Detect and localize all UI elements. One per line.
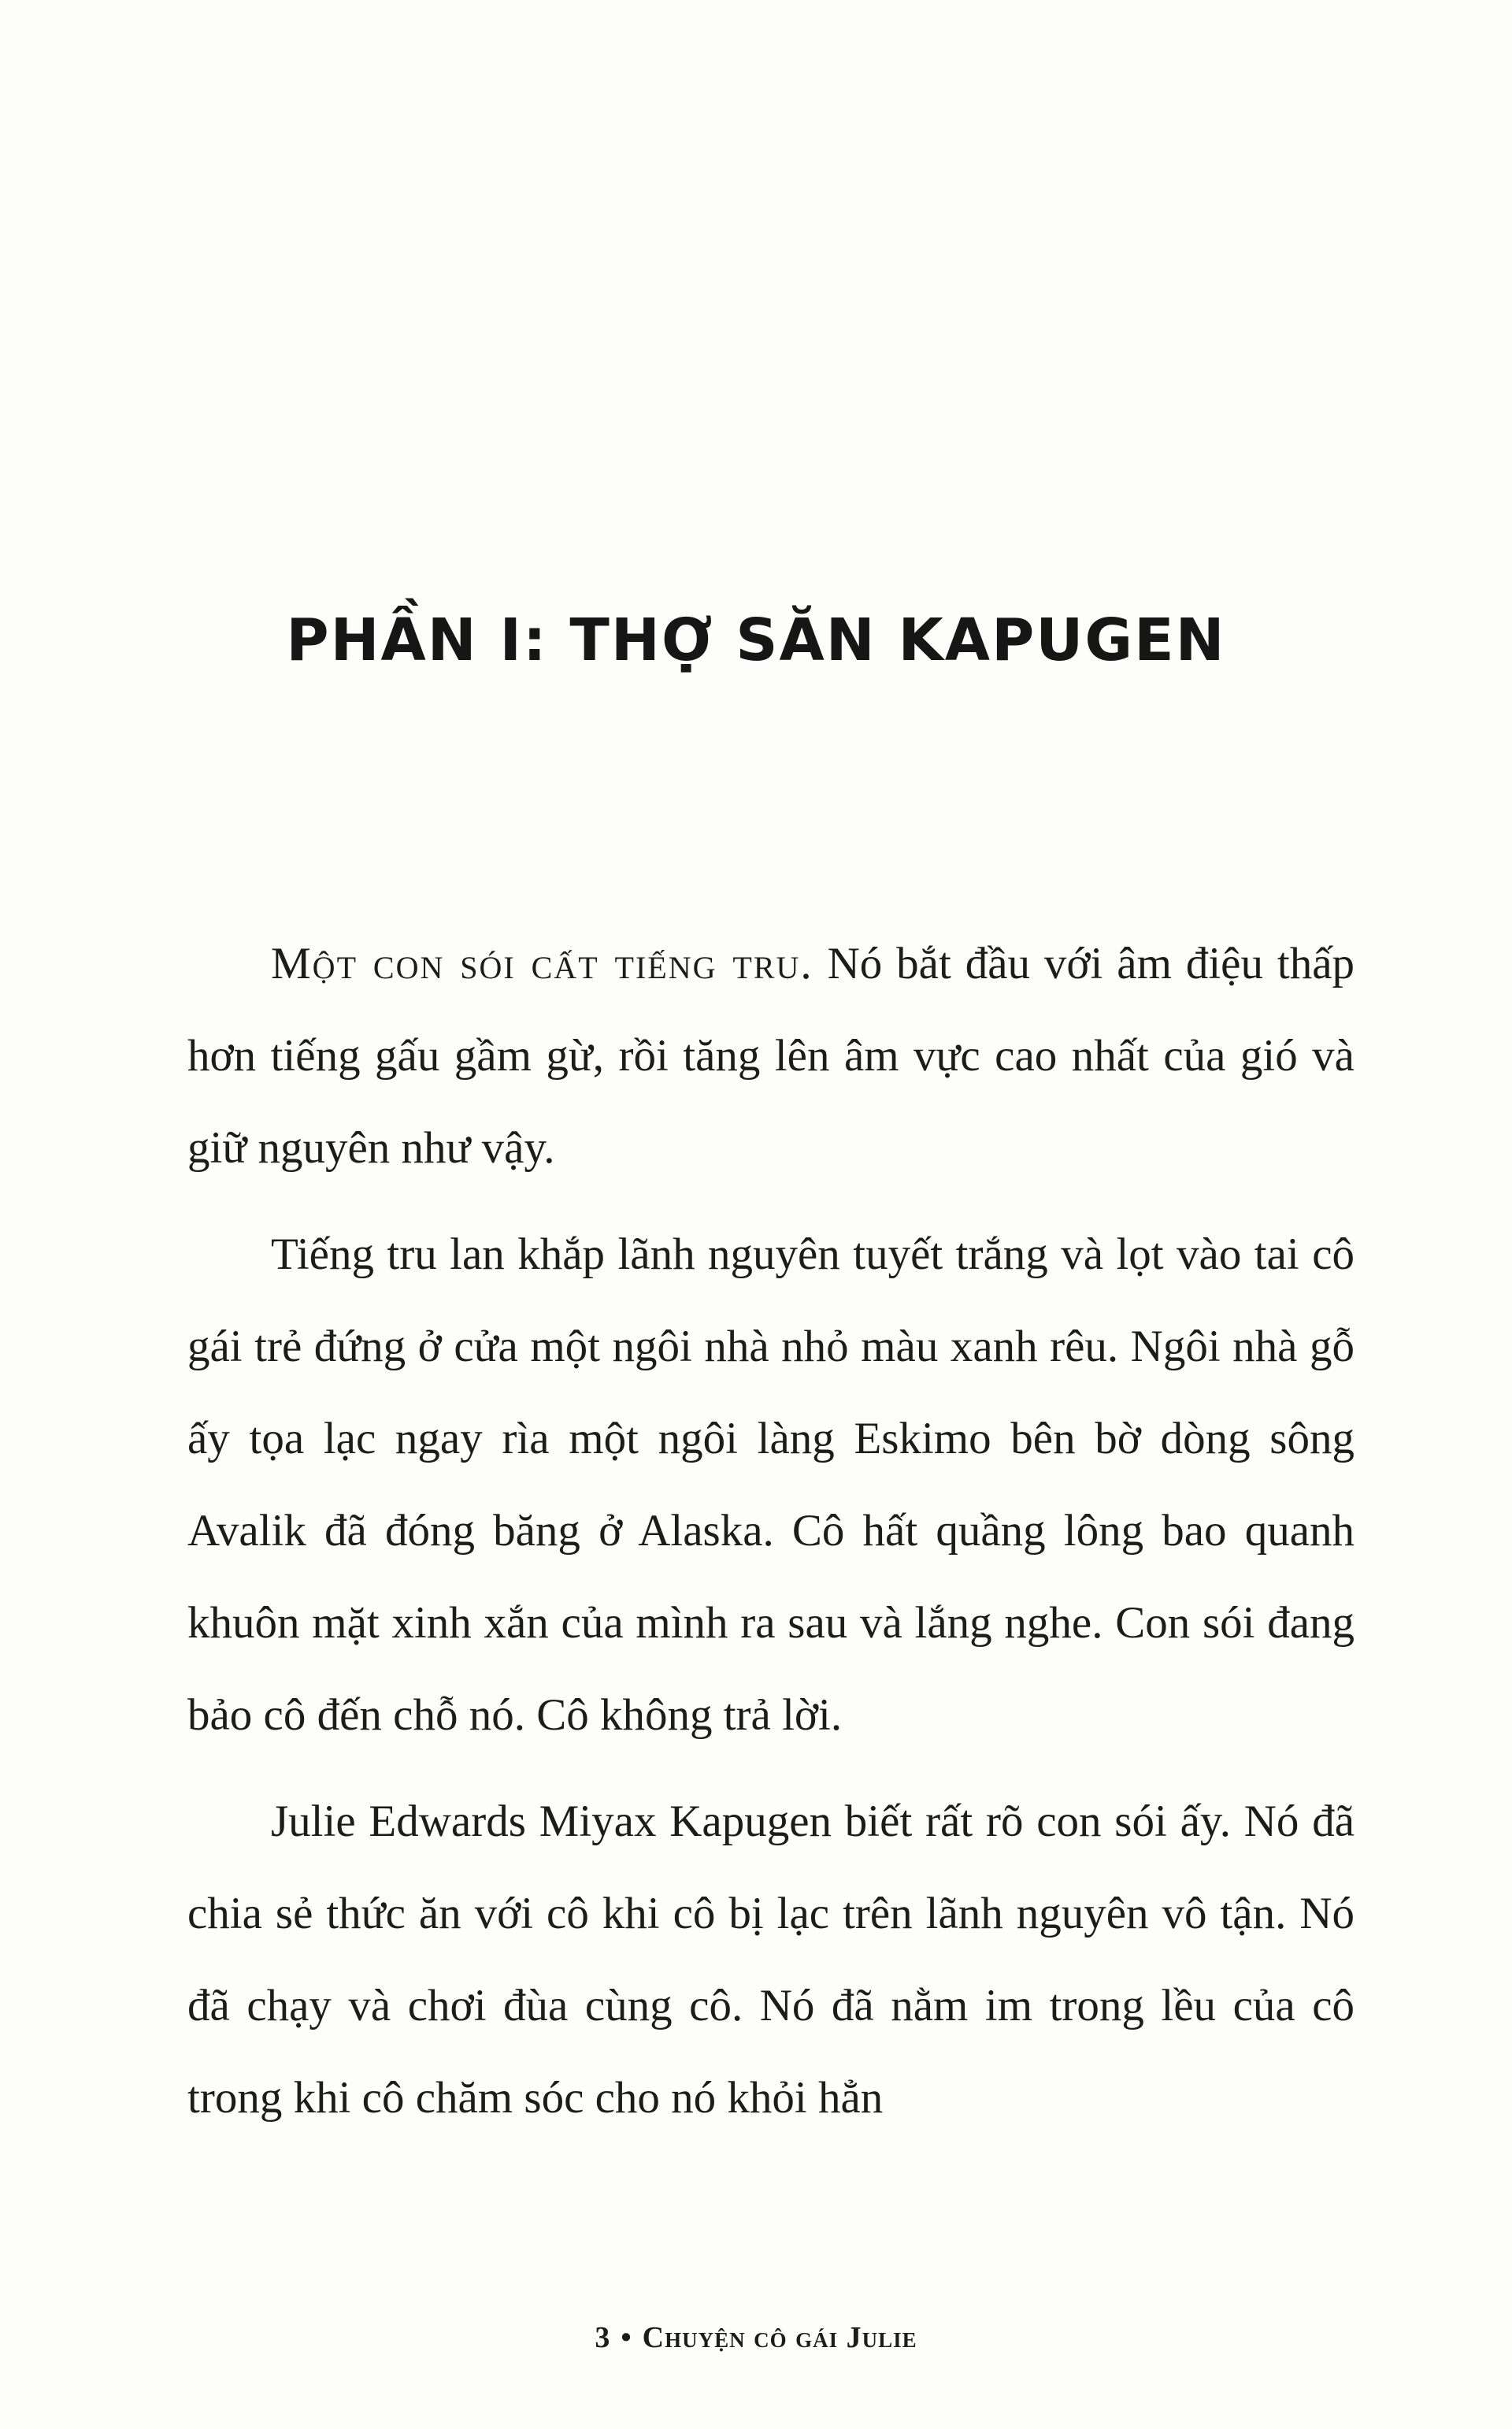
paragraph-1-opening: Một con sói cất tiếng tru.	[271, 939, 813, 988]
paragraph-1-rest: Nó bắt đầu với âm điệu thấp hơn tiếng gấu gầm gừ, rồi tăng lên âm vực cao nhất của gió và giữ nguyên như vậy.	[187, 939, 1355, 1173]
chapter-title: PHẦN I: THỢ SĂN KAPUGEN	[286, 606, 1226, 674]
paragraph-2: Tiếng tru lan khắp lãnh nguyên tuyết trắng và lọt vào tai cô gái trẻ đứng ở cửa một ngôi nhà nhỏ màu xanh rêu. Ngôi nhà gỗ ấy tọa lạc ngay rìa một ngôi làng Eskimo bên bờ dòng sông Avalik đã đóng băng ở Alaska. Cô hất quầng lông bao quanh khuôn mặt xinh xắn của mình ra sau và lắng nghe. Con sói đang bảo cô đến chỗ nó. Cô không trả lời.	[187, 1229, 1354, 1740]
page-number: 3	[595, 2321, 610, 2354]
body-text	[187, 918, 1354, 2158]
paragraph-1	[187, 918, 1354, 1194]
running-title: Chuyện cô gái Julie	[642, 2321, 917, 2354]
footer-separator: •	[621, 2321, 632, 2354]
page-footer	[0, 2320, 1512, 2355]
paragraph-3: Julie Edwards Miyax Kapugen biết rất rõ con sói ấy. Nó đã chia sẻ thức ăn với cô khi cô bị lạc trên lãnh nguyên vô tận. Nó đã chạy và chơi đùa cùng cô. Nó đã nằm im trong lều của cô trong khi cô chăm sóc cho nó khỏi hẳn	[187, 1797, 1354, 2123]
